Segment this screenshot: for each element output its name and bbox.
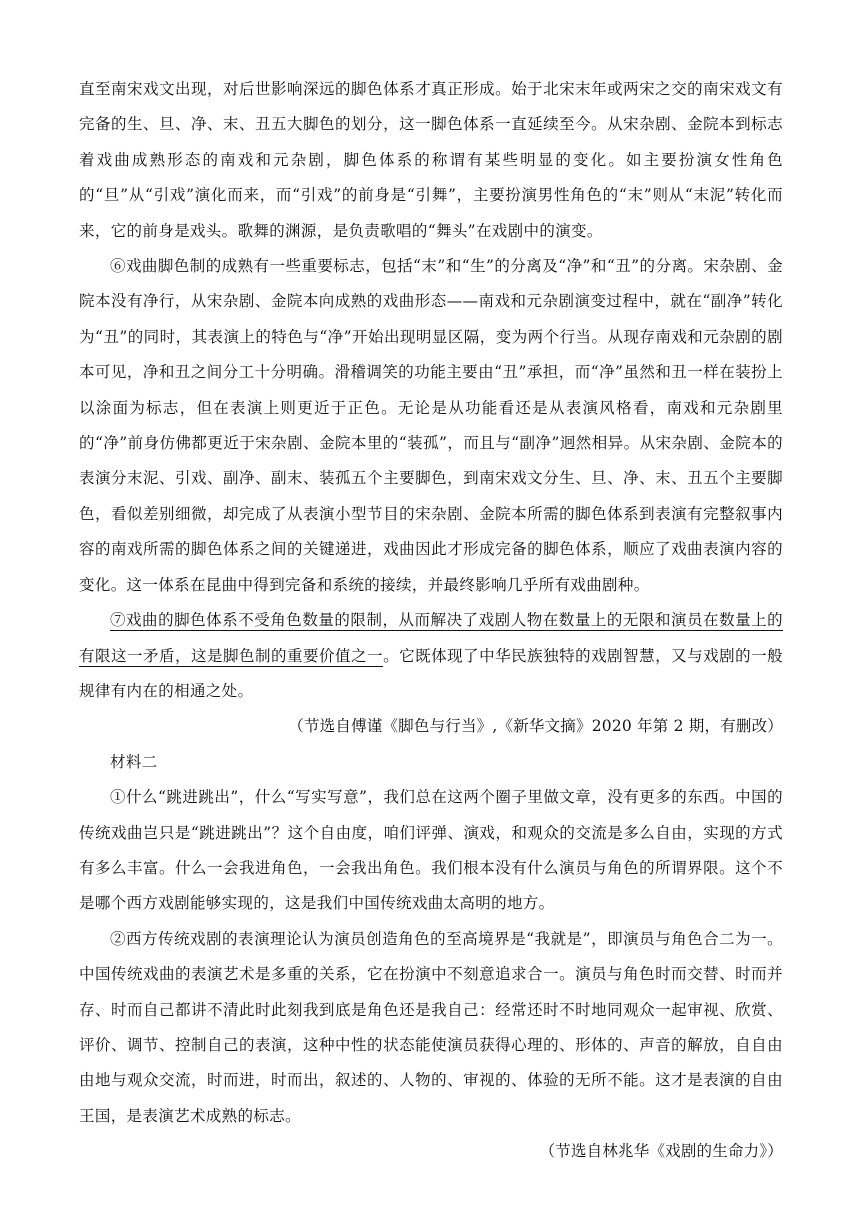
material-2-paragraph-2: ②西方传统戏剧的表演理论认为演员创造角色的至高境界是“我就是”，即演员与角色合二为一。中国传统戏曲的表演艺术是多重的关系，它在扮演中不刻意追求合一。演员与角色时而交替、时而并存、时而自己都讲不清此时此刻我到底是角色还是我自己：经常还时不时地同观众一起审视、欣赏、评价、调节、控制自己的表演，这种中性的状态能使演员获得心理的、形体的、声音的解放，自自由由地与观众交流，时而进，时而出，叙述的、人物的、审视的、体验的无所不能。这才是表演的自由王国，是表演艺术成熟的标志。 bbox=[79, 929, 783, 1125]
paragraph-7-rest: 。它既体现了中华民族独特的戏剧智慧，又与戏剧的一般规律有内在的相通之处。 bbox=[79, 646, 783, 700]
paragraph-7 bbox=[79, 603, 783, 709]
paragraph-6: ⑥戏曲脚色制的成熟有一些重要标志，包括“末”和“生”的分离及“净”和“丑”的分离。宋杂剧、金院本没有净行，从宋杂剧、金院本向成熟的戏曲形态——南戏和元杂剧演变过程中，就在“副净”转化为“丑”的同时，其表演上的特色与“净”开始出现明显区隔，变为两个行当。从现存南戏和元杂剧的剧本可见，净和丑之间分工十分明确。滑稽调笑的功能主要由“丑”承担，而“净”虽然和丑一样在装扮上以涂面为标志，但在表演上则更近于正色。无论是从功能看还是从表演风格看，南戏和元杂剧里的“净”前身仿佛都更近于宋杂剧、金院本里的“装孤”，而且与“副净”迥然相异。从宋杂剧、金院本的表演分末泥、引戏、副净、副末、装孤五个主要脚色，到南宋戏文分生、旦、净、末、丑五个主要脚色，看似差别细微，却完成了从表演小型节目的宋杂剧、金院本所需的脚色体系到表演有完整叙事内容的南戏所需的脚色体系之间的关键递进，戏曲因此才形成完备的脚色体系，顺应了戏曲表演内容的变化。这一体系在昆曲中得到完备和系统的接续，并最终影响几乎所有戏曲剧种。 bbox=[79, 257, 783, 594]
paragraph-intro: 直至南宋戏文出现，对后世影响深远的脚色体系才真正形成。始于北宋末年或两宋之交的南宋戏文有完备的生、旦、净、末、丑五大脚色的划分，这一脚色体系一直延续至今。从宋杂剧、金院本到标志着戏曲成熟形态的南戏和元杂剧，脚色体系的称谓有某些明显的变化。如主要扮演女性角色的“旦”从“引戏”演化而来，而“引戏”的前身是“引舞”，主要扮演男性角色的“末”则从“末泥”转化而来，它的前身是戏头。歌舞的渊源，是负责歌唱的“舞头”在戏剧中的演变。 bbox=[79, 80, 783, 240]
material-2-paragraph-1: ①什么“跳进跳出”，什么“写实写意”，我们总在这两个圈子里做文章，没有更多的东西。中国的传统戏曲岂只是“跳进跳出”？这个自由度，咱们评弹、演戏，和观众的交流是多么自由，实现的方式有多么丰富。什么一会我进角色，一会我出角色。我们根本没有什么演员与角色的所谓界限。这个不是哪个西方戏剧能够实现的，这是我们中国传统戏曲太高明的地方。 bbox=[79, 788, 783, 913]
underlined-sentence: ⑦戏曲的脚色体系不受角色数量的限制，从而解决了戏剧人物在数量上的无限和演员在数量上的有限这一矛盾，这是脚色制的重要价值之一 bbox=[79, 611, 783, 665]
material-2-heading: 材料二 bbox=[110, 752, 158, 771]
document-body bbox=[79, 72, 783, 1170]
source-citation-1: （节选自傅谨《脚色与行当》,《新华文摘》2020 年第 2 期，有删改） bbox=[288, 717, 783, 736]
source-citation-2: （节选自林兆华《戏剧的生命力》） bbox=[539, 1142, 783, 1161]
